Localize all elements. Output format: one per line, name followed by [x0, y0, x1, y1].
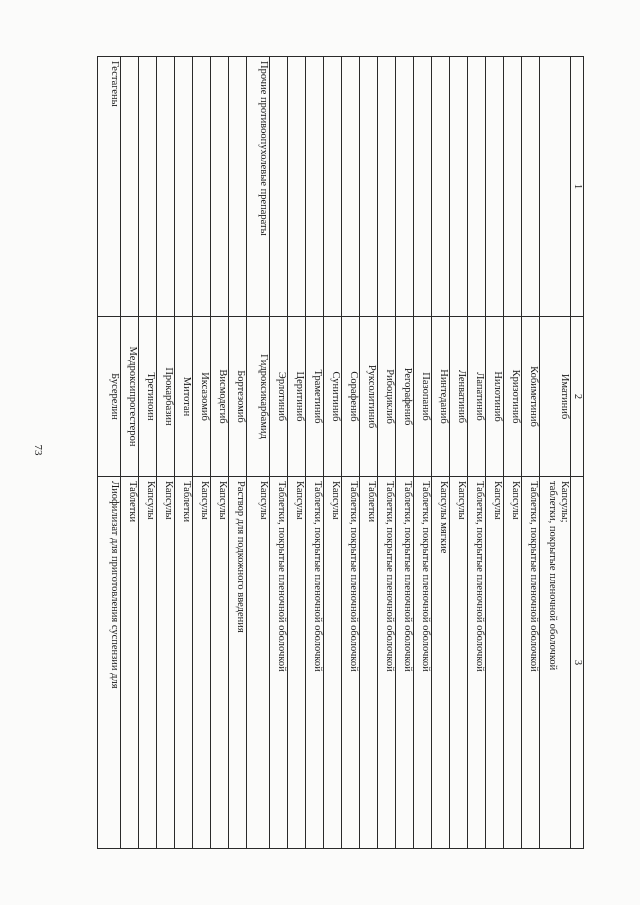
drug-group-cell — [396, 57, 414, 317]
dosage-form-line: Таблетки, покрытые пленочной оболочкой — [312, 481, 323, 672]
dosage-form-cell — [98, 477, 121, 849]
table-row — [288, 57, 306, 849]
drug-name-cell: Церитиниб — [288, 317, 306, 477]
dosage-form-cell — [414, 477, 432, 849]
header-col-2: 2 — [571, 317, 584, 477]
table-row — [540, 57, 571, 849]
drug-group-cell — [522, 57, 540, 317]
table-row — [468, 57, 486, 849]
dosage-form-cell — [396, 477, 414, 849]
dosage-form-cell — [522, 477, 540, 849]
table-row — [229, 57, 247, 849]
drug-group-cell — [157, 57, 175, 317]
dosage-form-cell — [324, 477, 342, 849]
dosage-form-line: Таблетки — [181, 481, 192, 523]
drug-name-cell: Кризотиниб — [504, 317, 522, 477]
dosage-form-line: Капсулы — [330, 481, 341, 520]
dosage-form-line: Капсулы — [163, 481, 174, 520]
drug-name-cell: Бортезомиб — [229, 317, 247, 477]
dosage-form-line: Таблетки — [366, 481, 377, 523]
drug-name-cell: Лапатиниб — [468, 317, 486, 477]
dosage-form-line: Капсулы — [456, 481, 467, 520]
dosage-form-cell — [378, 477, 396, 849]
drug-name-cell: Сунитиниб — [324, 317, 342, 477]
drug-name-cell: Медроксипрогестерон — [121, 317, 139, 477]
drug-group-cell — [342, 57, 360, 317]
drug-group-cell — [211, 57, 229, 317]
dosage-form-cell — [175, 477, 193, 849]
drug-name-cell: Висмодегиб — [211, 317, 229, 477]
dosage-form-cell — [229, 477, 247, 849]
table-row — [342, 57, 360, 849]
drug-group-cell — [229, 57, 247, 317]
dosage-form-line: Таблетки, покрытые пленочной оболочкой — [402, 481, 413, 672]
dosage-form-line: Капсулы — [199, 481, 210, 520]
drug-name-cell: Иматиниб — [540, 317, 571, 477]
dosage-form-line: Капсулы — [492, 481, 503, 520]
dosage-form-cell — [121, 477, 139, 849]
drug-name-cell: Нилотиниб — [486, 317, 504, 477]
dosage-form-cell — [270, 477, 288, 849]
drug-table — [97, 56, 584, 849]
dosage-form-cell — [450, 477, 468, 849]
dosage-form-cell — [432, 477, 450, 849]
table-row — [378, 57, 396, 849]
dosage-form-line: Раствор для подкожного введения — [235, 481, 246, 633]
dosage-form-line: Капсулы мягкие — [438, 481, 449, 554]
drug-group-cell — [378, 57, 396, 317]
table-row — [121, 57, 139, 849]
table-row — [486, 57, 504, 849]
dosage-form-cell — [193, 477, 211, 849]
drug-name-cell: Кобиметиниб — [522, 317, 540, 477]
drug-group-cell — [270, 57, 288, 317]
table-row — [504, 57, 522, 849]
table-row — [360, 57, 378, 849]
table-row — [193, 57, 211, 849]
drug-name-cell: Сорафениб — [342, 317, 360, 477]
drug-group-cell — [432, 57, 450, 317]
drug-name-cell: Ленватиниб — [450, 317, 468, 477]
dosage-form-line: Капсулы — [510, 481, 521, 520]
drug-group-cell — [468, 57, 486, 317]
table-row — [450, 57, 468, 849]
drug-group-cell — [175, 57, 193, 317]
drug-group-cell: Прочие противоопухолевые препараты — [247, 57, 270, 317]
table-row — [157, 57, 175, 849]
dosage-form-line: Лиофилизат для приготовления суспензии для — [109, 481, 120, 689]
dosage-form-cell — [540, 477, 571, 849]
drug-group-cell — [414, 57, 432, 317]
drug-name-cell: Третиноин — [139, 317, 157, 477]
dosage-form-cell — [486, 477, 504, 849]
drug-group-cell — [486, 57, 504, 317]
table-row — [270, 57, 288, 849]
drug-group-cell — [504, 57, 522, 317]
drug-name-cell: Иксазомиб — [193, 317, 211, 477]
drug-name-cell: Регорафениб — [396, 317, 414, 477]
dosage-form-cell — [468, 477, 486, 849]
drug-name-cell: Бусерелин — [98, 317, 121, 477]
header-col-1: 1 — [571, 57, 584, 317]
drug-name-cell: Прокарбазин — [157, 317, 175, 477]
drug-group-cell — [450, 57, 468, 317]
drug-name-cell: Траметиниб — [306, 317, 324, 477]
drug-group-cell — [360, 57, 378, 317]
table-row — [432, 57, 450, 849]
table-row — [306, 57, 324, 849]
table-row — [324, 57, 342, 849]
dosage-form-line: Капсулы — [258, 481, 269, 520]
drug-group-cell — [324, 57, 342, 317]
drug-name-cell: Митотан — [175, 317, 193, 477]
dosage-form-cell — [211, 477, 229, 849]
drug-group-cell — [121, 57, 139, 317]
header-col-3: 3 — [571, 477, 584, 849]
dosage-form-cell — [288, 477, 306, 849]
dosage-form-cell — [139, 477, 157, 849]
drug-name-cell: Эрлотиниб — [270, 317, 288, 477]
dosage-form-cell — [306, 477, 324, 849]
drug-group-cell — [139, 57, 157, 317]
table-row — [522, 57, 540, 849]
dosage-form-cell — [247, 477, 270, 849]
dosage-form-line: таблетки, покрытые пленочной оболочкой — [547, 481, 558, 671]
drug-name-cell: Нинтеданиб — [432, 317, 450, 477]
table-row — [98, 57, 121, 849]
drug-group-cell — [540, 57, 571, 317]
dosage-form-line: Таблетки, покрытые пленочной оболочкой — [528, 481, 539, 672]
dosage-form-cell — [504, 477, 522, 849]
dosage-form-cell — [157, 477, 175, 849]
dosage-form-line: Таблетки, покрытые пленочной оболочкой — [384, 481, 395, 672]
dosage-form-cell — [360, 477, 378, 849]
drug-group-cell — [288, 57, 306, 317]
drug-name-cell: Пазопаниб — [414, 317, 432, 477]
document-table-container — [100, 56, 584, 848]
dosage-form-line: Таблетки, покрытые пленочной оболочкой — [474, 481, 485, 672]
table-body — [98, 57, 571, 849]
table-row — [414, 57, 432, 849]
table-row — [175, 57, 193, 849]
table-row — [396, 57, 414, 849]
table-row — [247, 57, 270, 849]
dosage-form-line: Капсулы — [294, 481, 305, 520]
drug-group-cell: Гестагены — [98, 57, 121, 317]
dosage-form-line: Капсулы — [217, 481, 228, 520]
drug-group-cell — [193, 57, 211, 317]
dosage-form-line: Таблетки, покрытые пленочной оболочкой — [348, 481, 359, 672]
dosage-form-line: Таблетки — [127, 481, 138, 523]
dosage-form-line: Таблетки, покрытые пленочной оболочкой — [276, 481, 287, 672]
dosage-form-line: Капсулы — [145, 481, 156, 520]
drug-name-cell: Гидроксикарбамид — [247, 317, 270, 477]
table-header-row — [571, 57, 584, 849]
drug-name-cell: Руксолитиниб — [360, 317, 378, 477]
dosage-form-line: Таблетки, покрытые пленочной оболочкой — [420, 481, 431, 672]
dosage-form-line: Капсулы; — [559, 481, 570, 523]
drug-name-cell: Рибоциклиб — [378, 317, 396, 477]
table-row — [211, 57, 229, 849]
page-number: 73 — [32, 444, 44, 456]
table-row — [139, 57, 157, 849]
drug-group-cell — [306, 57, 324, 317]
dosage-form-cell — [342, 477, 360, 849]
